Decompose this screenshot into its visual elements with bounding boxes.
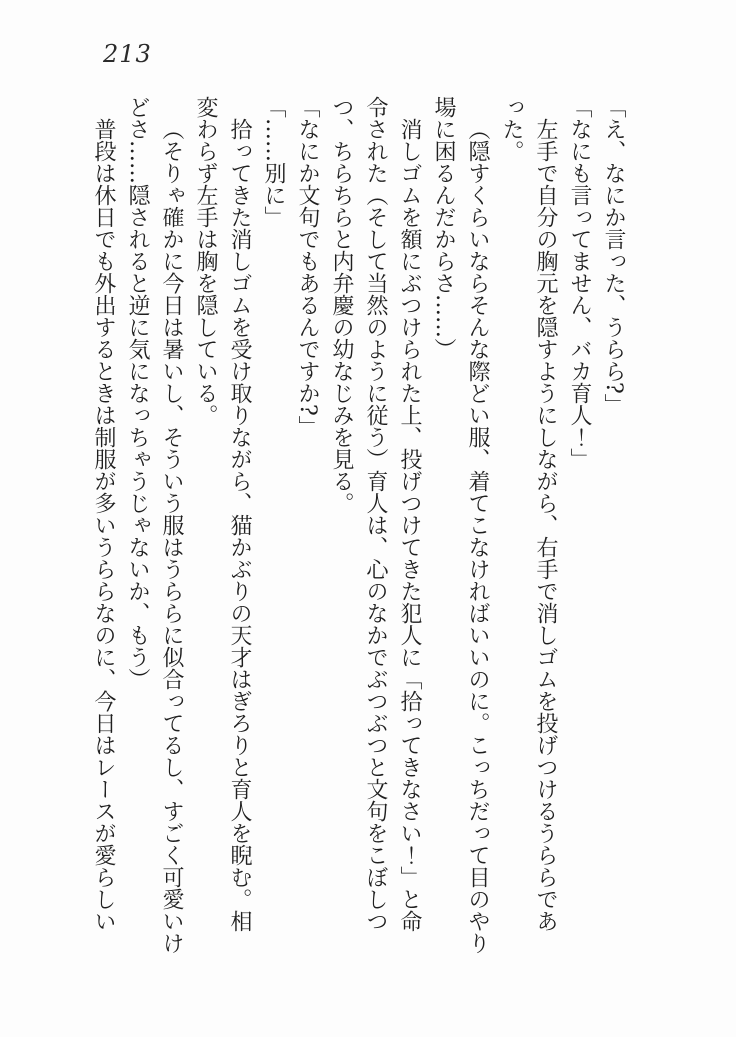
text-column: 「なにか文句でもあるんですか?」 [295, 96, 320, 438]
vertical-text-block [86, 96, 630, 962]
text-column: 拾ってきた消しゴムを受け取りながら、猫かぶりの天才はぎろりと育人を睨む。相 [227, 118, 252, 932]
text-column: った。 [499, 96, 524, 162]
text-column: （隠すくらいならそんな際どい服、着てこなければいいのに。こっちだって目のやり [465, 118, 490, 954]
text-column: 左手で自分の胸元を隠すようにしながら、右手で消しゴムを投げつけるうららであ [533, 118, 558, 932]
text-column: 消しゴムを額にぶつけられた上、投げつけてきた犯人に「拾ってきなさい！」と命 [397, 118, 422, 932]
text-column: 令された（そして当然のように従う）育人は、心のなかでぶつぶつと文句をこぼしつ [363, 96, 388, 932]
text-column: （そりゃ確かに今日は暑いし、そういう服はうららに似合ってるし、すごく可愛いけ [159, 118, 184, 954]
text-column: つ、ちらちらと内弁慶の幼なじみを見る。 [329, 96, 354, 514]
text-column: 「え、なにか言った、うらら?」 [601, 96, 626, 416]
text-column: 普段は休日でも外出するときは制服が多いうららなのに、今日はレースが愛らしい [91, 118, 116, 932]
text-column: 「なにも言ってません、バカ育人！」 [567, 96, 592, 470]
page-number: 213 [103, 40, 152, 68]
text-column: 「……別に」 [261, 96, 286, 228]
text-column: 変わらず左手は胸を隠している。 [193, 96, 218, 426]
text-column: 場に困るんだからさ……） [431, 96, 456, 360]
text-column: どさ……隠されると逆に気になっちゃうじゃないか、もう） [125, 96, 150, 690]
